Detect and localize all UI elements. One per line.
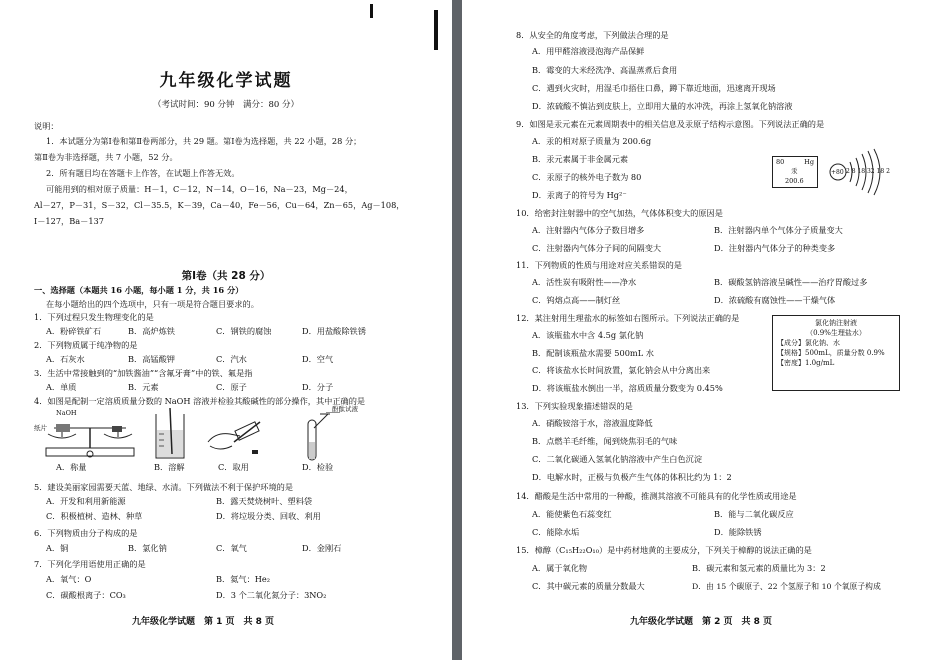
naoh-label: NaOH — [56, 409, 77, 417]
question-stem: 10．给密封注射器中的空气加热，气体体积变大的原因是 — [516, 208, 723, 218]
option: C．原子 — [216, 382, 247, 392]
option: B．溶解 — [154, 462, 185, 472]
question-stem: 14．醋酸是生活中常用的一种酸，推测其溶液不可能具有的化学性质或用途是 — [516, 491, 797, 501]
option: C．氧气 — [216, 543, 247, 553]
option: A．开发和利用新能源 — [46, 496, 126, 506]
option: B．氦气：He₂ — [216, 574, 271, 584]
nucleus-charge: +80 — [831, 169, 844, 176]
option: D．用盐酸除铁锈 — [302, 326, 366, 336]
option: B．高炉炼铁 — [128, 326, 175, 336]
note-line: I－127，Ba－137 — [34, 216, 104, 226]
question-stem: 5．建设美丽家园需要天蓝、地绿、水清。下列做法不利于保护环境的是 — [34, 482, 294, 492]
option: B．高锰酸钾 — [128, 354, 175, 364]
option: A．能使紫色石蕊变红 — [532, 509, 612, 519]
option: B．元素 — [128, 382, 159, 392]
electron-shells: 2 8 18 32 18 2 — [846, 168, 890, 175]
page-footer: 九年级化学试题 第 1 页 共 8 页 — [132, 617, 275, 627]
option: B．能与二氧化碳反应 — [714, 509, 794, 519]
option: C．能除水垢 — [532, 527, 580, 537]
notes-heading: 说明： — [34, 121, 59, 131]
question-stem: 4．如图是配制一定溶质质量分数的 NaOH 溶液并检验其酸碱性的部分操作，其中正确的是 — [34, 396, 366, 406]
test-figure — [290, 412, 350, 462]
question-stem: 9．如图是汞元素在元素周期表中的相关信息及汞原子结构示意图。下列说法正确的是 — [516, 119, 825, 129]
take-reagent-figure — [200, 412, 270, 462]
option: D．注射器内气体分子的种类变多 — [714, 243, 836, 253]
option: C．积极植树、造林、种草 — [46, 511, 143, 521]
question-stem: 12．某注射用生理盐水的标签如右图所示。下列说法正确的是 — [516, 313, 740, 323]
option: B．氯化钠 — [128, 543, 167, 553]
part-heading: 一、选择题（本题共 16 小题，每小题 1 分，共 16 分） — [34, 285, 244, 295]
option: B．注射器内单个气体分子质量变大 — [714, 225, 843, 235]
option: C．二氧化碳通入氢氧化钠溶液中产生白色沉淀 — [532, 454, 703, 464]
option: B．碳酸氢钠溶液呈碱性——治疗胃酸过多 — [714, 277, 868, 287]
element-name: 汞 — [791, 167, 798, 175]
question-stem: 6．下列物质由分子构成的是 — [34, 528, 138, 538]
question-stem: 2．下列物质属于纯净物的是 — [34, 340, 138, 350]
question-stem: 15．樟醇（C₁₅H₂₂O₁₀）是中药材地黄的主要成分，下列关于樟醇的说法正确的是 — [516, 545, 812, 555]
option: C．取用 — [218, 462, 249, 472]
option: D．电解水时，正极与负极产生气体的体积比约为 1：2 — [532, 472, 732, 482]
element-symbol: Hg — [804, 158, 814, 166]
page-footer: 九年级化学试题 第 2 页 共 8 页 — [630, 617, 773, 627]
option: A．活性炭有吸附性——净水 — [532, 277, 637, 287]
viewer-gutter — [452, 0, 462, 660]
note-line: Al－27，P－31，S－32，Cl－35.5，K－39，Ca－40，Fe－56，Cu－64，Zn－65，Ag－108， — [34, 200, 405, 210]
option: C．汞原子的核外电子数为 80 — [532, 172, 642, 182]
indicator-label: 酚酞试液 — [332, 405, 358, 413]
note-line: 可能用到的相对原子质量：H－1，C－12，N－14，O－16，Na－23，Mg－24， — [46, 184, 353, 194]
option: D．能除铁锈 — [714, 527, 762, 537]
option: A．称量 — [56, 462, 87, 472]
option: A．单质 — [46, 382, 77, 392]
exam-page-2 — [462, 0, 930, 660]
option: D．分子 — [302, 382, 334, 392]
scan-mark — [370, 4, 373, 18]
label-line: （0.9%生理盐水） — [806, 329, 866, 337]
option: C．遇到火灾时，用湿毛巾捂住口鼻，蹲下靠近地面，迅速离开现场 — [532, 83, 776, 93]
section-title: 第Ⅰ卷（共 28 分） — [181, 270, 271, 282]
option: A．注射器内气体分子数目增多 — [532, 225, 645, 235]
option: D．金刚石 — [302, 543, 342, 553]
option: A．铜 — [46, 543, 69, 553]
question-stem: 13．下列实验现象描述错误的是 — [516, 401, 633, 411]
option: B．霉变的大米经洗净、高温蒸煮后食用 — [532, 65, 678, 75]
label-line: 氯化钠注射液 — [815, 319, 857, 327]
option: A．该瓶盐水中含 4.5g 氯化钠 — [532, 330, 644, 340]
scan-mark — [434, 10, 438, 50]
exam-info: （考试时间：90 分钟 满分：80 分） — [152, 100, 300, 110]
option: C．钢铁的腐蚀 — [216, 326, 272, 336]
saline-label-box — [772, 315, 900, 391]
label-line: 【规格】500mL，质量分数 0.9% — [777, 349, 885, 357]
element-card — [772, 156, 818, 188]
option: C．汽水 — [216, 354, 247, 364]
option: B．露天焚烧树叶、塑料袋 — [216, 496, 313, 506]
option: A．属于氧化物 — [532, 563, 588, 573]
paper-label: 纸片 — [34, 424, 47, 432]
part-instruction: 在每小题给出的四个选项中，只有一项是符合题目要求的。 — [46, 299, 259, 309]
option: A．汞的相对原子质量为 200.6g — [532, 136, 652, 146]
note-line: 第Ⅱ卷为非选择题，共 7 小题，52 分。 — [34, 152, 178, 162]
note-line: 1．本试题分为第Ⅰ卷和第Ⅱ卷两部分，共 29 题。第Ⅰ卷为选择题，共 22 小题，28 分； — [46, 136, 362, 146]
option: A．硝酸铵溶于水，溶液温度降低 — [532, 418, 653, 428]
option: A．石灰水 — [46, 354, 85, 364]
option: B．汞元素属于非金属元素 — [532, 154, 629, 164]
option: C．其中碳元素的质量分数最大 — [532, 581, 645, 591]
option: D．由 15 个碳原子、22 个氢原子和 10 个氧原子构成 — [692, 582, 881, 591]
label-line: 【密度】1.0g/mL — [777, 359, 835, 367]
question-stem: 3．生活中常接触到的“加铁酱油”“含氟牙膏”中的铁、氟是指 — [34, 368, 253, 378]
option: D．检验 — [302, 462, 334, 472]
balance-figure — [40, 404, 140, 462]
option: D．将垃圾分类、回收、利用 — [216, 511, 321, 521]
atomic-mass: 200.6 — [785, 177, 804, 185]
option: D．汞离子的符号为 Hg²⁻ — [532, 190, 627, 200]
option: B．碳元素和氢元素的质量比为 3：2 — [692, 563, 826, 573]
exam-page-1 — [0, 0, 452, 660]
question-stem: 1．下列过程只发生物理变化的是 — [34, 312, 154, 322]
option: C．碳酸根离子：CO₃ — [46, 590, 126, 600]
option: A．用甲醛溶液浸泡海产品保鲜 — [532, 46, 645, 56]
option: A．氧气：O — [46, 574, 92, 584]
option: C．将该盐水长时间放置，氯化钠会从中分离出来 — [532, 365, 711, 375]
atomic-number: 80 — [776, 158, 785, 166]
option: D．浓硫酸有腐蚀性——干燥气体 — [714, 295, 836, 305]
option: D．3 个二氧化氮分子：3NO₂ — [216, 590, 327, 600]
question-stem: 11．下列物质的性质与用途对应关系错误的是 — [516, 260, 682, 270]
beaker-figure — [150, 408, 190, 462]
option: A．粉碎铁矿石 — [46, 326, 102, 336]
option: B．点燃羊毛纤维，闻到烧焦羽毛的气味 — [532, 436, 678, 446]
exam-title: 九年级化学试题 — [159, 71, 293, 91]
question-stem: 7．下列化学用语使用正确的是 — [34, 559, 146, 569]
label-line: 【成分】氯化钠、水 — [777, 339, 840, 347]
option: B．配制该瓶盐水需要 500mL 水 — [532, 348, 654, 358]
option: D．空气 — [302, 354, 334, 364]
option: D．将该瓶盐水倒出一半，溶质质量分数变为 0.45% — [532, 383, 723, 393]
option: D．浓硫酸不慎沾到皮肤上，立即用大量的水冲洗，再涂上氢氧化钠溶液 — [532, 101, 793, 111]
note-line: 2．所有题目均在答题卡上作答，在试题上作答无效。 — [46, 168, 240, 178]
question-stem: 8．从安全的角度考虑，下列做法合理的是 — [516, 30, 669, 40]
option: C．注射器内气体分子间的间隔变大 — [532, 243, 662, 253]
option: C．钨熔点高——制灯丝 — [532, 295, 621, 305]
